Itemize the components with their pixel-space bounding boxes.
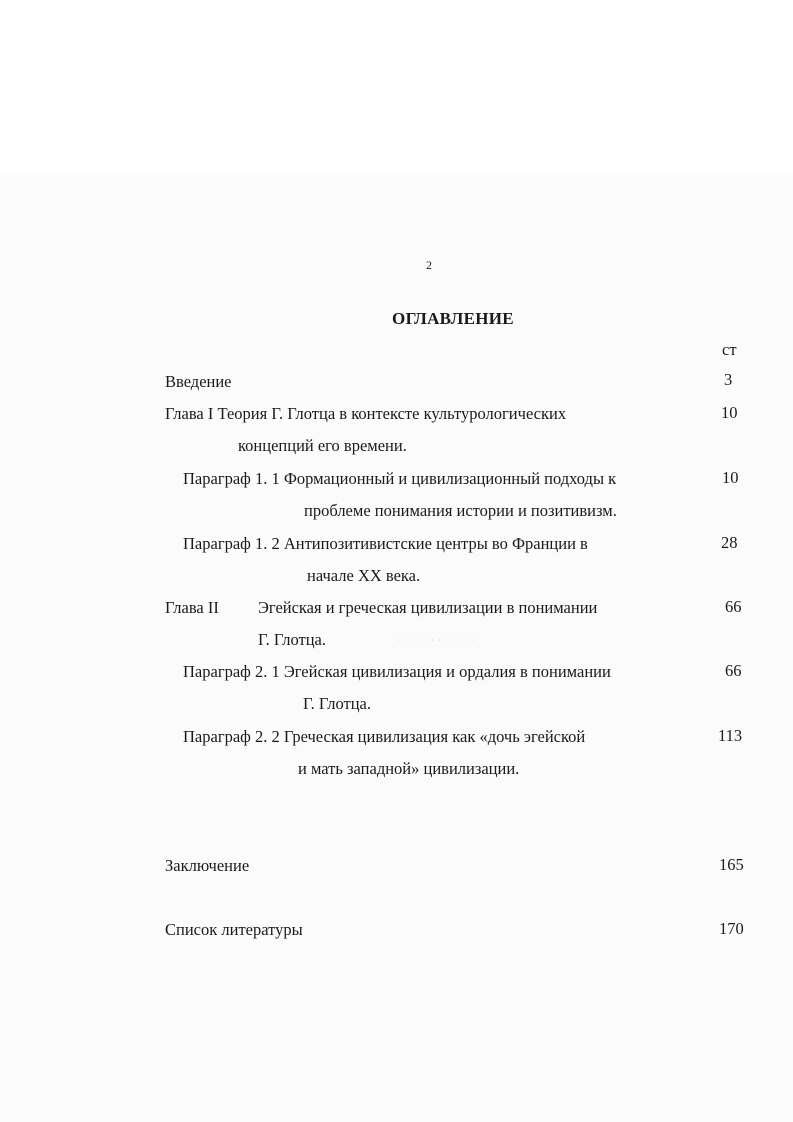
page-number: 2 <box>426 258 432 272</box>
toc-chapter2-number: Глава II <box>165 598 219 617</box>
toc-chapter2-label: Эгейская и греческая цивилизации в понимании <box>258 598 598 617</box>
toc-intro-label: Введение <box>165 372 232 391</box>
toc-para12-page: 28 <box>721 533 738 552</box>
toc-para21-cont: Г. Глотца. <box>303 694 371 713</box>
toc-chapter1-cont: концепций его времени. <box>238 436 407 455</box>
toc-chapter2-page: 66 <box>725 597 742 616</box>
page-column-header: ст <box>722 340 737 359</box>
scan-smudge: · · · · · · · · · · · · <box>398 636 475 645</box>
toc-para11-page: 10 <box>722 468 739 487</box>
toc-para22-page: 113 <box>718 726 743 745</box>
page-title: ОГЛАВЛЕНИЕ <box>392 309 514 328</box>
toc-para22-cont: и мать западной» цивилизации. <box>298 759 520 778</box>
toc-para21-page: 66 <box>725 661 742 680</box>
toc-chapter1-label: Глава I Теория Г. Глотца в контексте культурологических <box>165 404 567 423</box>
toc-chapter2-cont: Г. Глотца. <box>258 630 326 649</box>
toc-para12-label: Параграф 1. 2 Антипозитивистские центры во Франции в <box>183 534 588 553</box>
toc-conclusion-label: Заключение <box>165 856 250 875</box>
toc-para11-cont: проблеме понимания истории и позитивизм. <box>304 501 617 520</box>
toc-para11-label: Параграф 1. 1 Формационный и цивилизационный подходы к <box>183 469 617 488</box>
toc-intro-page: 3 <box>724 370 733 389</box>
toc-para22-label: Параграф 2. 2 Греческая цивилизация как «дочь эгейской <box>183 727 586 746</box>
toc-bibliography-label: Список литературы <box>165 920 303 939</box>
toc-chapter1-page: 10 <box>721 403 738 422</box>
toc-conclusion-page: 165 <box>719 855 744 874</box>
toc-para21-label: Параграф 2. 1 Эгейская цивилизация и ордалия в понимании <box>183 662 611 681</box>
toc-bibliography-page: 170 <box>719 919 744 938</box>
toc-para12-cont: начале XX века. <box>307 566 421 585</box>
